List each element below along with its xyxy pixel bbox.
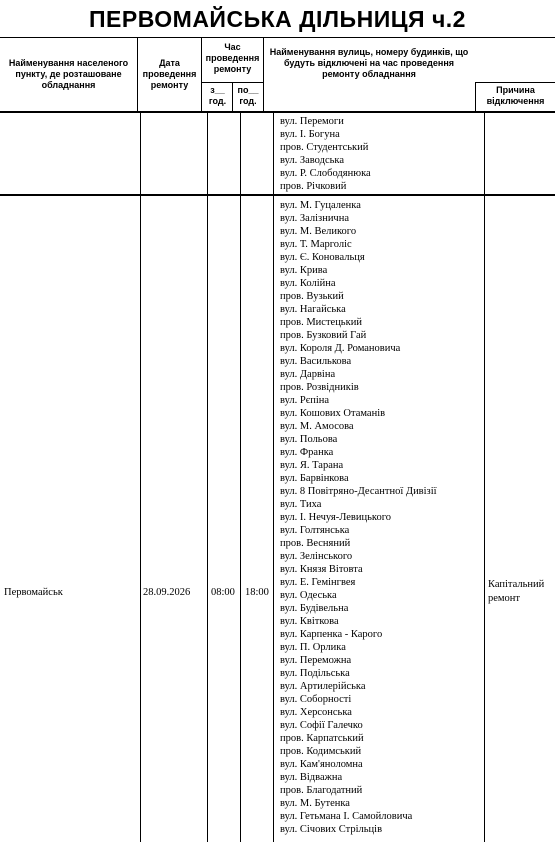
- col-divider-settlement: [140, 113, 141, 842]
- list-item: вул. І. Богуна: [280, 129, 340, 140]
- list-item: вул. М. Гуцаленка: [280, 200, 361, 211]
- list-item: пров. Річковий: [280, 181, 347, 192]
- header-settlement: Найменування населеного пункту, де розташоване обладнання: [8, 58, 129, 90]
- header-time: Час проведення ремонту: [205, 42, 260, 74]
- list-item: пров. Карпатський: [280, 733, 364, 744]
- list-item: вул. Я. Тарана: [280, 460, 344, 471]
- list-item: вул. Т. Марголіс: [280, 239, 352, 250]
- header-time-from: з__ год.: [208, 85, 227, 106]
- list-item: вул. Р. Слободянюка: [280, 168, 371, 179]
- list-item: вул. Крива: [280, 265, 328, 276]
- list-item: вул. Гетьмана І. Самойловича: [280, 811, 413, 822]
- list-item: вул. Карпенка - Карого: [280, 629, 383, 640]
- list-item: вул. Нагайська: [280, 304, 346, 315]
- col-divider-time-split: [240, 113, 241, 842]
- list-item: вул. Квіткова: [280, 616, 339, 627]
- list-item: вул. Соборності: [280, 694, 352, 705]
- list-item: вул. М. Великого: [280, 226, 357, 237]
- table-top-border: [0, 37, 555, 38]
- list-item: вул. Рєпіна: [280, 395, 330, 406]
- list-item: вул. 8 Повітряно-Десантної Дивізії: [280, 486, 437, 497]
- col-divider-date: [207, 113, 208, 842]
- list-item: вул. Переможна: [280, 655, 352, 666]
- list-item: вул. Херсонська: [280, 707, 352, 718]
- list-item: вул. Колійна: [280, 278, 336, 289]
- list-item: вул. Будівельна: [280, 603, 349, 614]
- list-item: вул. Артилерійська: [280, 681, 366, 692]
- settlement-name: Первомайськ: [4, 587, 63, 598]
- repair-date: 28.09.2026: [143, 587, 191, 598]
- reason-header-top-border: [475, 82, 555, 83]
- list-item: вул. Голтянська: [280, 525, 350, 536]
- list-item: вул. Перемоги: [280, 116, 344, 127]
- page-title: ПЕРВОМАЙСЬКА ДІЛЬНИЦЯ ч.2: [89, 6, 466, 32]
- list-item: вул. Князя Вітовта: [280, 564, 363, 575]
- list-item: вул. Зелінського: [280, 551, 353, 562]
- list-item: пров. Бузковий Гай: [280, 330, 367, 341]
- list-item: вул. Барвінкова: [280, 473, 349, 484]
- list-item: вул. Заводська: [280, 155, 345, 166]
- list-item: пров. Розвідників: [280, 382, 359, 393]
- list-item: вул. Е. Гемінгвея: [280, 577, 356, 588]
- header-reason: Причина відключення: [486, 85, 545, 106]
- time-to-value: 18:00: [245, 587, 269, 598]
- header-time-to: по__ год.: [237, 85, 259, 106]
- list-item: пров. Студентський: [280, 142, 369, 153]
- list-item: вул. Одеська: [280, 590, 337, 601]
- header-date: Дата проведення ремонту: [142, 58, 197, 90]
- outage-reason: Капітальний ремонт: [488, 579, 545, 604]
- col-divider-time: [273, 113, 274, 842]
- list-item: вул. Софії Галечко: [280, 720, 363, 731]
- list-item: вул. Короля Д. Романовича: [280, 343, 401, 354]
- list-item: пров. Весняний: [280, 538, 351, 549]
- list-item: вул. Польова: [280, 434, 338, 445]
- list-item: пров. Кодимський: [280, 746, 362, 757]
- list-item: пров. Мистецький: [280, 317, 362, 328]
- street-list: [280, 199, 437, 836]
- time-from-value: 08:00: [211, 587, 235, 598]
- list-item: вул. М. Амосова: [280, 421, 354, 432]
- header-divider-time: [263, 37, 264, 111]
- col-divider-streets: [484, 113, 485, 842]
- list-item: вул. П. Орлика: [280, 642, 346, 653]
- header-streets: Найменування вулиць, номеру будинків, що будуть відключені на час проведення ремонту обладнання: [269, 47, 469, 79]
- list-item: вул. М. Бутенка: [280, 798, 350, 809]
- list-item: пров. Благодатний: [280, 785, 363, 796]
- list-item: вул. Січових Стрільців: [280, 824, 383, 835]
- list-item: вул. Кам'яноломна: [280, 759, 363, 770]
- header-bottom-border: [0, 111, 555, 113]
- list-item: пров. Вузький: [280, 291, 344, 302]
- list-item: вул. Є. Коновальця: [280, 252, 365, 263]
- list-item: вул. І. Нечуя-Левицького: [280, 512, 392, 523]
- list-item: вул. Кошових Отаманів: [280, 408, 386, 419]
- list-item: вул. Тиха: [280, 499, 322, 510]
- list-item: вул. Відважна: [280, 772, 343, 783]
- list-item: вул. Василькова: [280, 356, 352, 367]
- list-item: вул. Франка: [280, 447, 334, 458]
- list-item: вул. Подільська: [280, 668, 350, 679]
- street-list-continued: [280, 115, 371, 193]
- row-divider: [0, 194, 555, 196]
- list-item: вул. Залізнична: [280, 213, 349, 224]
- list-item: вул. Дарвіна: [280, 369, 336, 380]
